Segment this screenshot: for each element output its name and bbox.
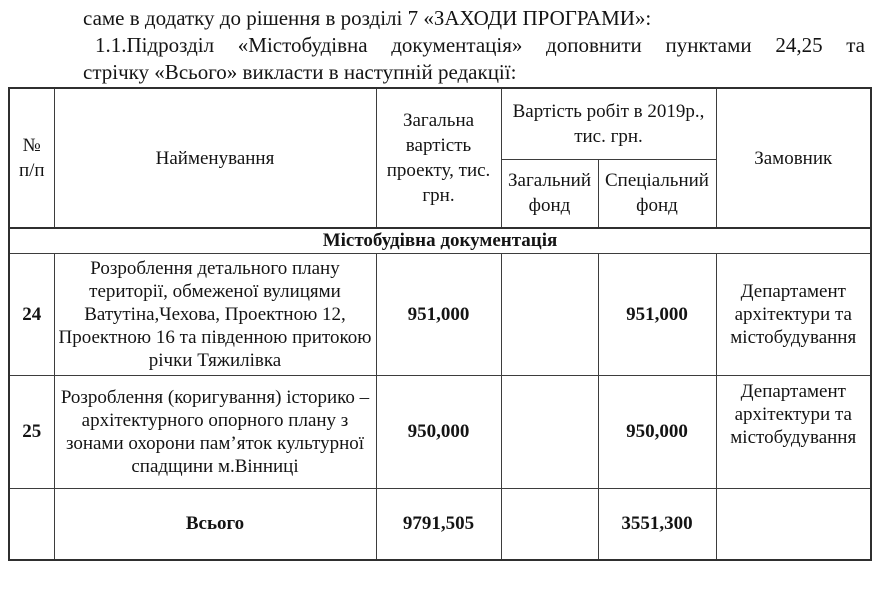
total-customer: [716, 488, 871, 560]
row24-general-fund: [501, 253, 598, 375]
intro-text: [83, 5, 865, 86]
intro-line-1: саме в додатку до рішення в розділі 7 «ЗАХОДИ ПРОГРАМИ»:: [83, 6, 652, 30]
total-total-cost: 9791,505: [376, 488, 501, 560]
row25-special-fund: 950,000: [598, 375, 716, 488]
header-total-cost: Загальна вартість проекту, тис. грн.: [376, 88, 501, 228]
header-cost-2019: Вартість робіт в 2019р., тис. грн.: [501, 88, 716, 159]
total-special-fund: 3551,300: [598, 488, 716, 560]
row25-total-cost: 950,000: [376, 375, 501, 488]
row24-special-fund: 951,000: [598, 253, 716, 375]
section-title: Містобудівна документація: [9, 228, 871, 253]
header-num: № п/п: [9, 88, 54, 228]
row25-name: Розроблення (коригування) історико – архітектурного опорного плану з зонами охорони пам’яток культурної спадщини м.Вінниці: [54, 375, 376, 488]
row25-general-fund: [501, 375, 598, 488]
document-page: [0, 5, 895, 592]
total-general-fund: [501, 488, 598, 560]
header-general-fund: Загальний фонд: [501, 159, 598, 228]
program-measures-table: [8, 87, 872, 561]
section-row: [9, 228, 871, 253]
header-customer: Замовник: [716, 88, 871, 228]
row24-name: Розроблення детального плану території, обмеженої вулицями Ватутіна,Чехова, Проектною 12, Проектною 16 та південною притокою річки Тяжилівка: [54, 253, 376, 375]
header-special-fund: Спеціальний фонд: [598, 159, 716, 228]
row25-num: 25: [9, 375, 54, 488]
table-row-total: [9, 488, 871, 560]
row24-total-cost: 951,000: [376, 253, 501, 375]
row24-num: 24: [9, 253, 54, 375]
total-num: [9, 488, 54, 560]
header-row-1: [9, 88, 871, 159]
row25-customer: Департамент архітектури та містобудування: [716, 375, 871, 488]
table-row-24: [9, 253, 871, 375]
row24-customer: Департамент архітектури та містобудування: [716, 253, 871, 375]
intro-line-3: стрічку «Всього» викласти в наступній редакції:: [83, 60, 517, 84]
table-row-25: [9, 375, 871, 488]
total-label: Всього: [54, 488, 376, 560]
intro-line-2: 1.1.Підрозділ «Містобудівна документація» доповнити пунктами 24,25 та: [95, 33, 865, 57]
header-name: Найменування: [54, 88, 376, 228]
